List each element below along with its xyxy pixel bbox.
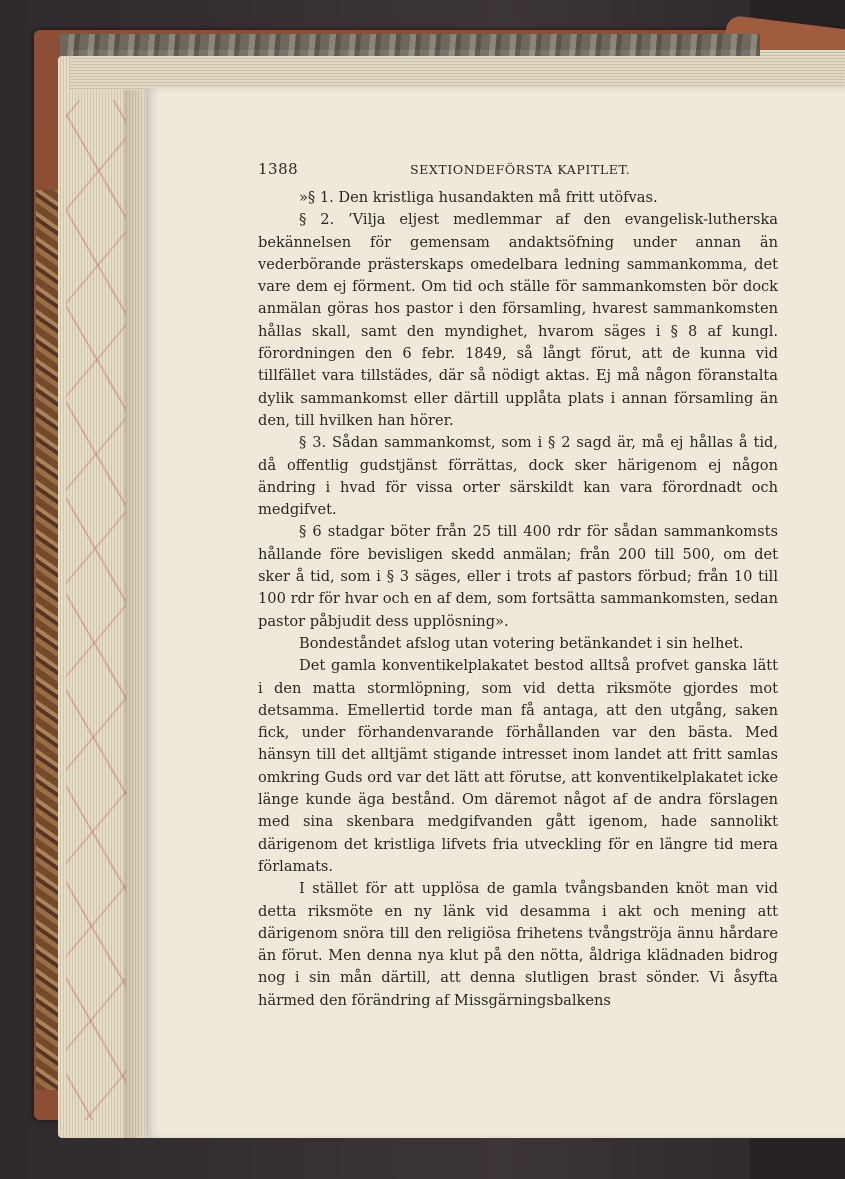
paragraph: »§ 1. Den kristliga husandakten må fritt utöfvas.: [299, 189, 658, 206]
page-header: [258, 160, 778, 182]
page-edges-top: [69, 50, 845, 90]
running-head: SEXTIONDEFÖRSTA KAPITLET.: [410, 162, 631, 177]
page-number: 1388: [258, 160, 299, 178]
paragraph: Bondeståndet afslog utan votering betänkandet i sin helhet.: [299, 634, 744, 652]
paragraph: § 6 stadgar böter från 25 till 400 rdr för sådan sammankomsts hållande före bevisligen skedd anmälan; från 200 till 500, om det sker å tid, som i § 3 säges, eller i trots af pastors förbud; från 10 till 100 rdr för hvar och en af dem, som fortsätta sammankomsten, sedan pastor påbjudit dess upplösning».: [258, 523, 778, 630]
sprinkled-edge-pattern: [66, 100, 126, 1120]
gutter-shadow: [124, 90, 146, 1138]
body-text: [258, 187, 778, 1012]
paragraph: § 2. ’Vilja eljest medlemmar af den evangelisk-lutherska bekännelsen för gemensam andaktsöfning under annan än vederbörande prästerskaps omedelbara ledning sammankomma, det vare dem ej förment. Om tid och ställe för sammankomsten bör dock anmälan göras hos pastor i den församling, hvarest sammankomsten hållas skall, samt den myndighet, hvarom säges i § 8 af kungl. förordningen den 6 febr. 1849, så långt förut, att de kunna vid tillfället vara tillstädes, där så nödigt aktas. Ej må någon föranstalta dylik sammankomst eller därtill upplåta plats i annan församling än den, till hvilken han hörer.: [258, 211, 778, 429]
cover-top-binding: [60, 34, 760, 56]
paragraph: I stället för att upplösa de gamla tvångsbanden knöt man vid detta riksmöte en ny länk vid desamma i akt och mening att därigenom snöra till den religiösa frihetens tvångströja ännu hårdare än förut. Men denna nya klut på den nötta, åldriga klädnaden bidrog nog i sin mån därtill, att denna slutligen brast sönder. Vi åsyfta härmed den förändring af Missgärningsbalkens: [258, 880, 778, 1009]
paragraph: § 3. Sådan sammankomst, som i § 2 sagd är, må ej hållas å tid, då offentlig gudstjänst förrättas, dock sker härigenom ej någon ändring i hvad för vissa orter särskildt kan vara förordnadt och medgifvet.: [258, 434, 778, 519]
paragraph: Det gamla konventikelplakatet bestod alltså profvet ganska lätt i den matta stormlöpning, som vid detta riksmöte gjordes mot detsamma. Emellertid torde man få antaga, att den utgång, saken fick, under förhandenvarande förhållanden var den bästa. Med hänsyn till det alltjämt stigande intresset inom landet att fritt samlas omkring Guds ord var det lätt att förutse, att konventikelplakatet icke länge kunde äga bestånd. Om däremot något af de andra förslagen med sina skenbara medgifvanden gått igenom, hade sannolikt därigenom det kristliga lifvets fria utveckling för en längre tid mera förlamats.: [258, 657, 778, 875]
